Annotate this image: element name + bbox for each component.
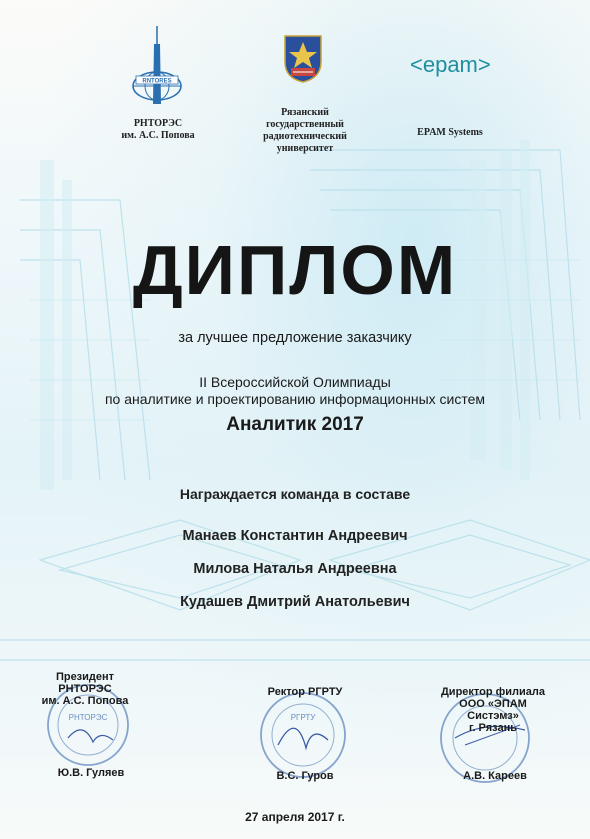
rntores-logo-mark: RNTORES bbox=[142, 78, 172, 85]
signatory-role-text: Президент РНТОРЭС им. А.С. Попова bbox=[41, 671, 129, 707]
university-crest bbox=[283, 34, 323, 84]
rntores-caption bbox=[108, 118, 208, 142]
rntores-stamp-text: РНТОРЭС bbox=[68, 713, 108, 722]
diploma-subtitle: за лучшее предложение заказчику bbox=[178, 330, 412, 346]
olympiad-line-2: по аналитике и проектированию информационных систем bbox=[104, 391, 486, 407]
signatory-role-text: Директор филиала ООО «ЭПАМ Систэмз» г. Рязань bbox=[440, 686, 546, 734]
epam-caption-text: EPAM Systems bbox=[417, 127, 483, 138]
signatory-role-text: Ректор РГРТУ bbox=[267, 686, 343, 698]
rgrtu-stamp bbox=[248, 690, 358, 780]
diploma-title: ДИПЛОМ bbox=[132, 231, 458, 309]
epam-wordmark: <epam> bbox=[410, 52, 491, 77]
team-member: Кудашев Дмитрий Анатольевич bbox=[180, 594, 410, 610]
rgrtu-stamp-text: РГРТУ bbox=[290, 713, 316, 722]
team-member: Милова Наталья Андреевна bbox=[193, 561, 397, 577]
university-caption bbox=[250, 107, 360, 155]
issue-date: 27 апреля 2017 г. bbox=[245, 810, 345, 824]
epam-caption bbox=[400, 127, 500, 139]
signatory-name-director: А.В. Кареев bbox=[463, 770, 527, 782]
epam-logo bbox=[410, 52, 490, 78]
signatory-role-director bbox=[428, 686, 558, 734]
olympiad-line-1: II Всероссийской Олимпиады bbox=[199, 374, 391, 390]
rntores-logo bbox=[128, 24, 186, 110]
signatory-role-rector bbox=[250, 686, 360, 698]
rntores-caption-text: РНТОРЭС им. А.С. Попова bbox=[121, 118, 195, 141]
university-caption-text: Рязанский государственный радиотехнический университет bbox=[263, 107, 347, 154]
event-name: Аналитик 2017 bbox=[226, 414, 364, 435]
signatory-role-president bbox=[30, 671, 140, 707]
signatory-name-rector: В.С. Гуров bbox=[276, 770, 334, 782]
team-member: Манаев Константин Андреевич bbox=[182, 528, 408, 544]
award-line: Награждается команда в составе bbox=[179, 486, 411, 502]
signatory-name-president: Ю.В. Гуляев bbox=[57, 767, 125, 779]
olympiad-name bbox=[0, 374, 590, 408]
